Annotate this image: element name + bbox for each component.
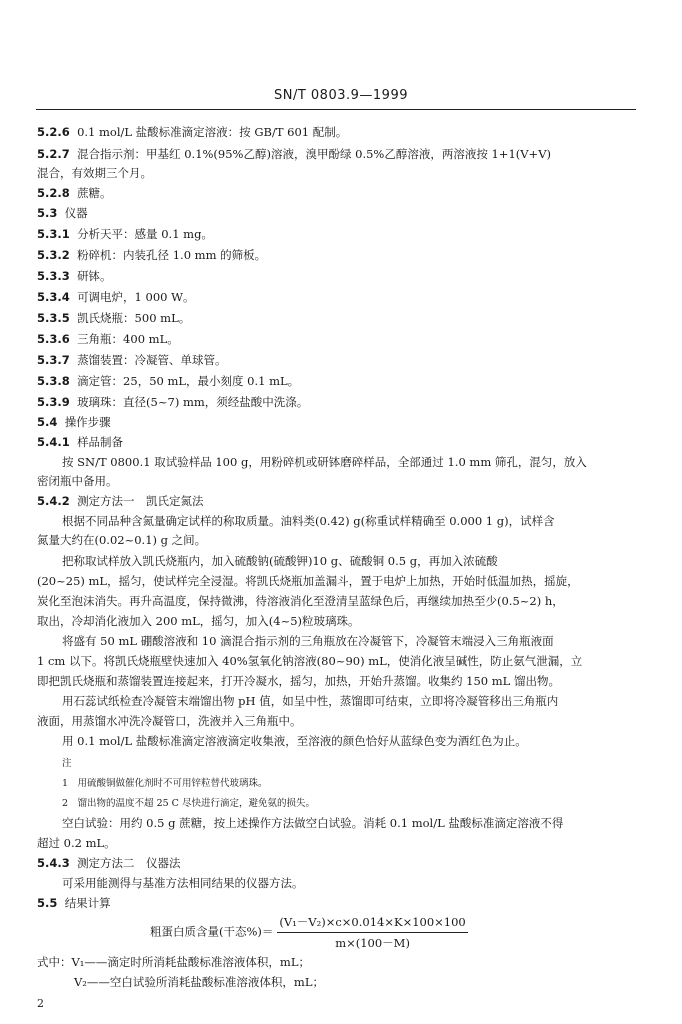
protein-formula	[150, 914, 468, 951]
clause-text: 0.1 mol/L 盐酸标准滴定溶液：按 GB/T 601 配制。	[77, 125, 348, 139]
clause-text: 测定方法一 凯氏定氮法	[77, 494, 204, 508]
clause-number: 5.3.3	[37, 269, 70, 283]
clause-number: 5.2.8	[37, 186, 70, 200]
clause-5-3-9	[37, 395, 308, 410]
clause-number: 5.3.7	[37, 353, 70, 367]
paragraph-line: 按 SN/T 0800.1 取试验样品 100 g，用粉碎机或研钵磨碎样品，全部通过 1.0 mm 筛孔，混匀，放入	[62, 455, 587, 469]
clause-text: 测定方法二 仪器法	[77, 856, 181, 870]
clause-number: 5.3.6	[37, 332, 70, 346]
clause-text: 凯氏烧瓶：500 mL。	[77, 311, 191, 325]
paragraph-line: 用 0.1 mol/L 盐酸标准滴定溶液滴定收集液，至溶液的颜色恰好从蓝绿色变为酒红色为止。	[62, 734, 527, 748]
section-5-5	[37, 896, 111, 911]
clause-5-2-8	[37, 186, 112, 201]
clause-text: 玻璃珠：直径(5~7) mm，须经盐酸中洗涤。	[77, 395, 309, 409]
section-title: 操作步骤	[64, 415, 111, 429]
clause-text: 样品制备	[77, 435, 124, 449]
clause-5-3-7	[37, 353, 227, 368]
paragraph-line: 根据不同品种含氮量确定试样的称取质量。油料类(0.42) g(称重试样精确至 0.000 1 g)，试样含	[62, 514, 555, 528]
clause-number: 5.3.8	[37, 374, 70, 388]
clause-text: 混合指示剂：甲基红 0.1%(95%乙醇)溶液，溴甲酚绿 0.5%乙醇溶液，两溶液按 1+1(V+V)	[77, 147, 551, 161]
where-line: V₂——空白试验所消耗盐酸标准溶液体积，mL；	[74, 975, 324, 989]
paragraph-line: 空白试验：用约 0.5 g 蔗糖，按上述操作方法做空白试验。消耗 0.1 mol/L 盐酸标准滴定溶液不得	[62, 816, 564, 830]
clause-number: 5.4.2	[37, 494, 70, 508]
clause-5-3-8	[37, 374, 299, 389]
standard-code-header: SN/T 0803.9—1999	[273, 88, 408, 103]
clause-5-4-2	[37, 494, 204, 509]
clause-number: 5.3.4	[37, 290, 70, 304]
formula-denominator: m×(100－M)	[335, 936, 410, 950]
note-item: 1 用硫酸铜做催化剂时不可用锌粒替代玻璃珠。	[62, 778, 268, 789]
section-title: 仪器	[64, 206, 88, 220]
clause-5-4-3	[37, 856, 181, 871]
clause-number: 5.3.5	[37, 311, 70, 325]
clause-number: 5.3.9	[37, 395, 70, 409]
paragraph-line: 用石蕊试纸检查冷凝管末端馏出物 pH 值，如呈中性，蒸馏即可结束，立即将冷凝管移出三角瓶内	[62, 694, 559, 708]
clause-5-3-1	[37, 227, 213, 242]
paragraph-line: 氮量大约在(0.02~0.1) g 之间。	[37, 533, 207, 547]
paragraph-line: (20~25) mL，摇匀，使试样完全浸湿。将凯氏烧瓶加盖漏斗，置于电炉上加热，开始时低温加热，摇旋，	[37, 574, 579, 588]
formula-numerator: (V₁－V₂)×c×0.014×K×100×100	[277, 914, 467, 933]
section-number: 5.5	[37, 896, 58, 910]
paragraph-line: 炭化至泡沫消失。再升高温度，保持微沸，待溶液消化至澄清呈蓝绿色后，再继续加热至少(0.5~2) h，	[37, 594, 564, 608]
paragraph-line: 将盛有 50 mL 硼酸溶液和 10 滴混合指示剂的三角瓶放在冷凝管下，冷凝管末端浸入三角瓶液面	[62, 634, 554, 648]
paragraph-line: 超过 0.2 mL。	[37, 836, 116, 850]
paragraph-line: 密闭瓶中备用。	[37, 474, 118, 488]
section-5-4	[37, 415, 111, 430]
section-5-3	[37, 206, 88, 221]
formula-lhs: 粗蛋白质含量(干态%)＝	[150, 924, 274, 939]
clause-5-4-1	[37, 435, 123, 450]
clause-text: 三角瓶：400 mL。	[77, 332, 179, 346]
clause-text: 滴定管：25，50 mL，最小刻度 0.1 mL。	[77, 374, 300, 388]
note-item: 2 馏出物的温度不超 25 C 尽快进行滴定，避免氨的损失。	[62, 798, 315, 809]
clause-5-2-7-continued: 混合，有效期三个月。	[37, 166, 152, 180]
paragraph-line: 取出，冷却消化液加入 200 mL，摇匀，加入(4~5)粒玻璃珠。	[37, 614, 360, 628]
clause-number: 5.3.1	[37, 227, 70, 241]
clause-number: 5.3.2	[37, 248, 70, 262]
section-title: 结果计算	[64, 896, 111, 910]
clause-5-3-3	[37, 269, 112, 284]
where-line: 式中：V₁——滴定时所消耗盐酸标准溶液体积，mL；	[37, 955, 310, 969]
section-number: 5.4	[37, 415, 58, 429]
clause-5-3-2	[37, 248, 266, 263]
clause-text: 蔗糖。	[77, 186, 112, 200]
clause-text: 研钵。	[77, 269, 112, 283]
clause-text: 粉碎机：内装孔径 1.0 mm 的筛板。	[77, 248, 267, 262]
paragraph-line: 液面，用蒸馏水冲洗冷凝管口，洗液并入三角瓶中。	[37, 714, 302, 728]
clause-5-2-6	[37, 125, 347, 140]
clause-text: 分析天平：感量 0.1 mg。	[77, 227, 213, 241]
paragraph-line: 1 cm 以下。将凯氏烧瓶壁快速加入 40%氢氧化钠溶液(80~90) mL，使消化液呈碱性，防止氨气泄漏，立	[37, 654, 583, 668]
clause-number: 5.2.6	[37, 125, 70, 139]
section-number: 5.3	[37, 206, 58, 220]
clause-5-2-7	[37, 147, 551, 162]
paragraph-line: 可采用能测得与基准方法相同结果的仪器方法。	[62, 876, 304, 890]
clause-number: 5.4.1	[37, 435, 70, 449]
notes-label: 注	[62, 758, 72, 769]
page-number: 2	[37, 997, 44, 1010]
clause-text: 蒸馏装置：冷凝管、单球管。	[77, 353, 227, 367]
paragraph-line: 把称取试样放入凯氏烧瓶内，加入硫酸钠(硫酸钾)10 g、硫酸铜 0.5 g，再加入浓硫酸	[62, 554, 498, 568]
clause-text: 可调电炉，1 000 W。	[77, 290, 195, 304]
header-rule	[36, 109, 636, 110]
clause-5-3-5	[37, 311, 190, 326]
clause-5-3-4	[37, 290, 194, 305]
paragraph-line: 即把凯氏烧瓶和蒸馏装置连接起来，打开冷凝水，摇匀，加热，开始升蒸馏。收集约 150 mL 馏出物。	[37, 674, 560, 688]
clause-5-3-6	[37, 332, 179, 347]
clause-number: 5.2.7	[37, 147, 70, 161]
clause-number: 5.4.3	[37, 856, 70, 870]
formula-fraction	[277, 914, 467, 951]
